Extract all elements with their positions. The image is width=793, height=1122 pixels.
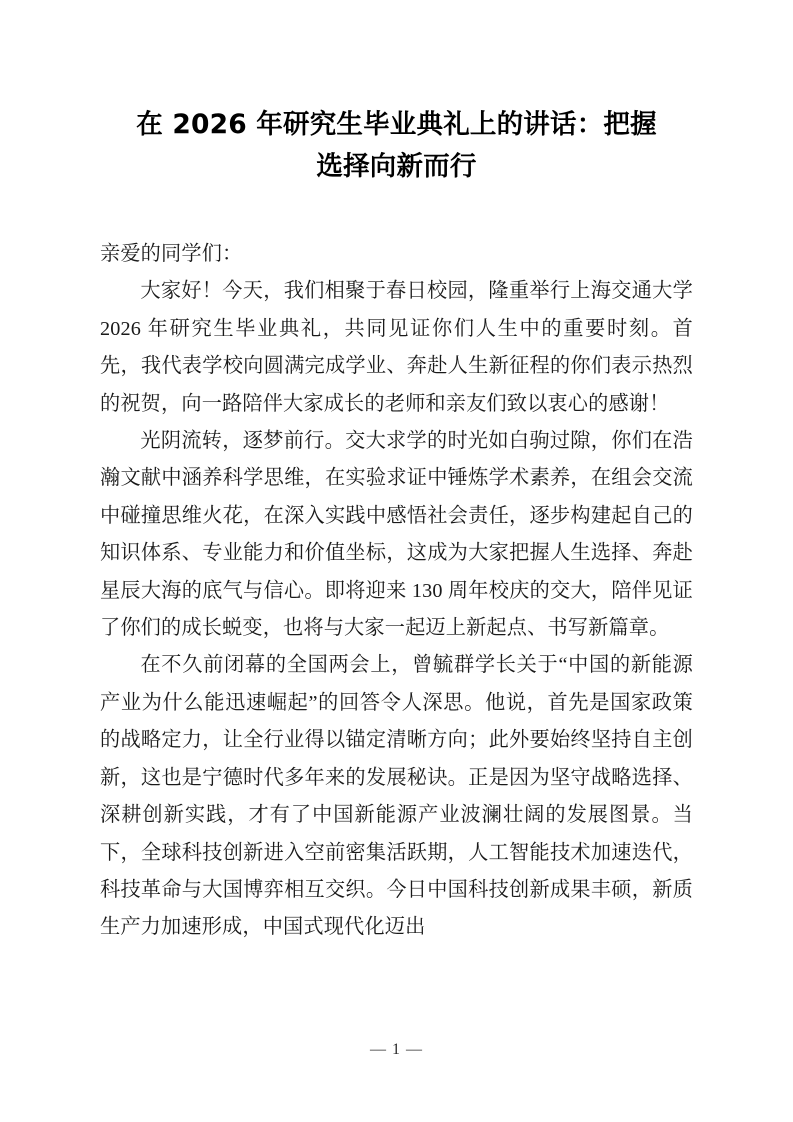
- title-line-1: 在 2026 年研究生毕业典礼上的讲话：把握: [136, 109, 657, 140]
- salutation-paragraph: 亲爱的同学们：: [100, 243, 243, 265]
- body-paragraph: 大家好！今天，我们相聚于春日校园，隆重举行上海交通大学 2026 年研究生毕业典礼，共同见证你们人生中的重要时刻。首先，我代表学校向圆满完成学业、奔赴人生新征程的你们表示热烈的祝贺，向一路陪伴大家成长的老师和亲友们致以衷心的感谢！: [100, 280, 693, 415]
- document-body: [100, 236, 693, 947]
- title-line-2: 选择向新而行: [316, 151, 477, 182]
- body-paragraph: 在不久前闭幕的全国两会上，曾毓群学长关于“中国的新能源产业为什么能迅速崛起”的回答令人深思。他说，首先是国家政策的战略定力，让全行业得以锚定清晰方向；此外要始终坚持自主创新，这也是宁德时代多年来的发展秘诀。正是因为坚守战略选择、深耕创新实践，才有了中国新能源产业波澜壮阔的发展图景。当下，全球科技创新进入空前密集活跃期，人工智能技术加速迭代，科技革命与大国博弈相互交织。今日中国科技创新成果丰硕，新质生产力加速形成，中国式现代化迈出: [100, 654, 693, 939]
- page-title: [100, 104, 693, 188]
- page-number-footer: — 1 —: [370, 1041, 423, 1058]
- body-paragraph: 光阴流转，逐梦前行。交大求学的时光如白驹过隙，你们在浩瀚文献中涵养科学思维，在实验求证中锤炼学术素养，在组会交流中碰撞思维火花，在深入实践中感悟社会责任，逐步构建起自己的知识体系、专业能力和价值坐标，这成为大家把握人生选择、奔赴星辰大海的底气与信心。即将迎来 130 周年校庆的交大，陪伴见证了你们的成长蜕变，也将与大家一起迈上新起点、书写新篇章。: [100, 430, 693, 640]
